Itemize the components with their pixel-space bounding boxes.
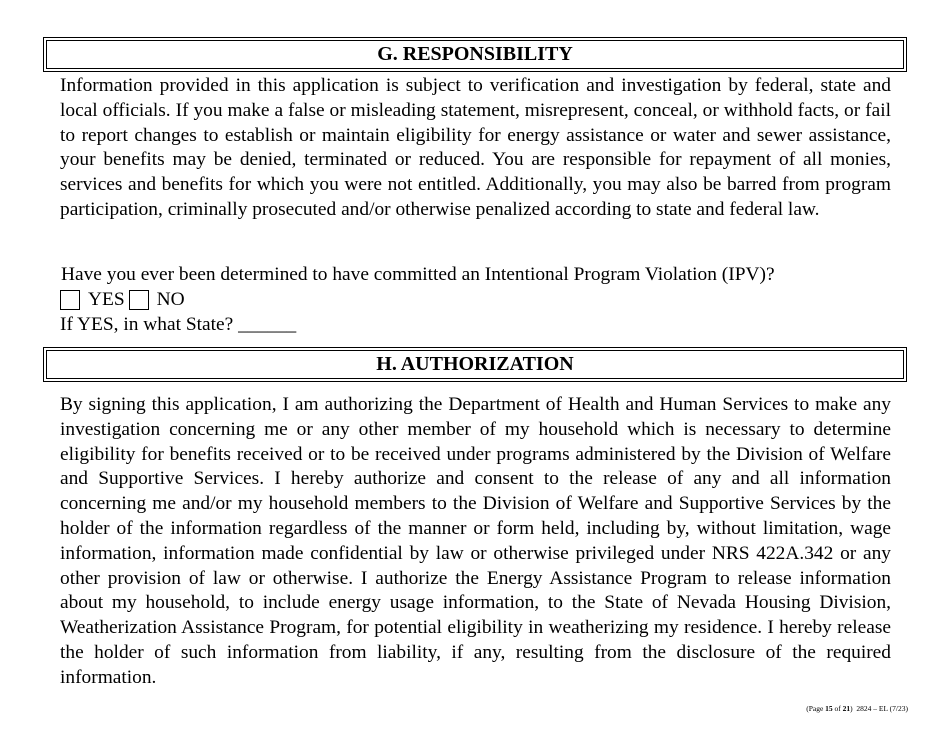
footer-page-current: 15 (825, 704, 833, 713)
footer-page-suffix: ) (850, 704, 853, 713)
responsibility-paragraph: Information provided in this application is subject to verification and investigation by federal, state and local officials. If you make a false or misleading statement, misrepresent, conceal, or withhold facts, or fail to report changes to establish or maintain eligibility for energy assistance or water and sewer assistance, your benefits may be denied, terminated or reduced. You are responsible for repayment of all monies, services and benefits for which you were not entitled. Additionally, you may also be barred from program participation, criminally prosecuted and/or otherwise penalized according to state and federal law. (60, 75, 891, 220)
ipv-options (60, 288, 189, 313)
footer-page-total: 21 (842, 704, 851, 713)
footer-form-id: 2824 – EL (7/23) (856, 704, 908, 713)
ipv-no-checkbox[interactable] (129, 290, 149, 310)
section-h-title: H. AUTHORIZATION (46, 350, 904, 379)
ipv-state-field[interactable]: If YES, in what State? ______ (60, 314, 297, 335)
authorization-paragraph: By signing this application, I am authorizing the Department of Health and Human Services to make any investigation concerning me or any other member of my household which is necessary to determine eligibility for benefits received or to be received under programs administered by the Division of Welfare and Supportive Services. I hereby authorize and consent to the release of any and all information concerning me and/or my household members to the Division of Welfare and Supportive Services by the holder of the information regardless of the manner or form held, including by, without limitation, wage information, information made confidential by law or otherwise privileged under NRS 422A.342 or any other provision of law or otherwise. I authorize the Energy Assistance Program to release information about my household, to include energy usage information, to the State of Nevada Housing Division, Weatherization Assistance Program, for potential eligibility in weatherizing my residence. I hereby release the holder of such information from liability, if any, resulting from the disclosure of the required information. (60, 394, 891, 688)
section-h-header (43, 347, 907, 382)
footer-page-prefix: (Page (806, 704, 826, 713)
ipv-question: Have you ever been determined to have committed an Intentional Program Violation (IPV)? (61, 264, 775, 285)
footer-page-of: of (832, 704, 843, 713)
page-footer (806, 704, 908, 714)
ipv-no-label: NO (156, 289, 185, 310)
ipv-yes-checkbox[interactable] (60, 290, 80, 310)
section-g-title: G. RESPONSIBILITY (46, 40, 904, 69)
section-g-header (43, 37, 907, 72)
ipv-yes-label: YES (88, 289, 125, 310)
